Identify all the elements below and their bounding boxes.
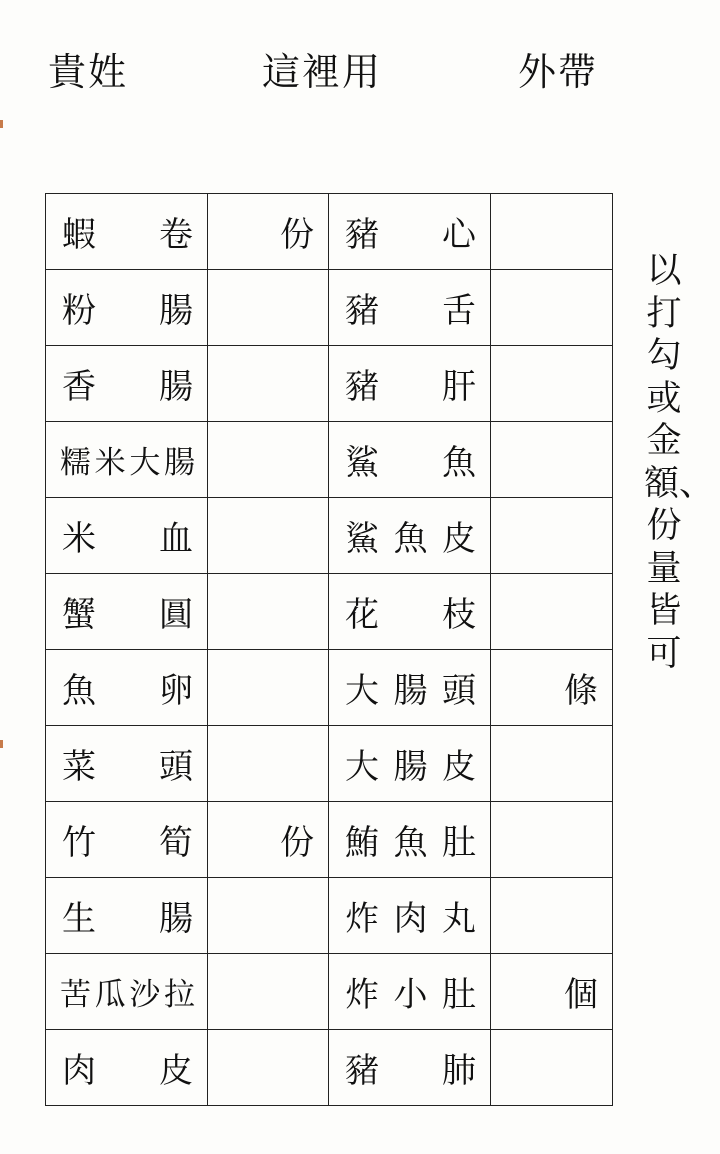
quantity-cell[interactable] [208, 726, 329, 802]
menu-item-name: 豬 肝 [329, 346, 491, 422]
table-row [46, 650, 613, 726]
menu-item-name: 豬 心 [329, 194, 491, 270]
quantity-cell[interactable] [491, 498, 613, 574]
quantity-cell[interactable] [491, 422, 613, 498]
edge-mark [0, 120, 3, 128]
menu-item-name: 竹 筍 [46, 802, 208, 878]
quantity-cell[interactable] [208, 270, 329, 346]
quantity-cell[interactable] [208, 346, 329, 422]
menu-item-name: 大腸頭 [329, 650, 491, 726]
quantity-cell[interactable] [491, 802, 613, 878]
table-row [46, 954, 613, 1030]
quantity-cell[interactable]: 條 [491, 650, 613, 726]
quantity-cell[interactable] [491, 574, 613, 650]
menu-item-name: 肉 皮 [46, 1030, 208, 1106]
menu-item-name: 炸肉丸 [329, 878, 491, 954]
quantity-cell[interactable] [491, 878, 613, 954]
quantity-cell[interactable] [208, 498, 329, 574]
menu-item-name: 鮪魚肚 [329, 802, 491, 878]
quantity-cell[interactable]: 份 [208, 802, 329, 878]
dine-in-label: 這裡用 [262, 50, 383, 94]
table-row [46, 726, 613, 802]
table-row [46, 802, 613, 878]
quantity-cell[interactable] [491, 270, 613, 346]
menu-item-name: 鯊 魚 [329, 422, 491, 498]
edge-mark [0, 740, 3, 748]
menu-item-name: 炸小肚 [329, 954, 491, 1030]
menu-item-name: 苦瓜沙拉 [46, 954, 208, 1030]
menu-item-name: 糯米大腸 [46, 422, 208, 498]
customer-name-label: 貴姓 [48, 50, 129, 94]
menu-item-name: 魚 卵 [46, 650, 208, 726]
takeout-label: 外帶 [518, 50, 599, 94]
quantity-cell[interactable] [208, 422, 329, 498]
menu-item-name: 大腸皮 [329, 726, 491, 802]
table-row [46, 498, 613, 574]
menu-item-name: 花 枝 [329, 574, 491, 650]
menu-item-name: 蟹 圓 [46, 574, 208, 650]
menu-item-name: 米 血 [46, 498, 208, 574]
table-row [46, 878, 613, 954]
quantity-cell[interactable]: 個 [491, 954, 613, 1030]
table-row [46, 422, 613, 498]
quantity-cell[interactable] [491, 194, 613, 270]
quantity-cell[interactable] [491, 726, 613, 802]
menu-item-name: 豬 舌 [329, 270, 491, 346]
quantity-cell[interactable] [208, 574, 329, 650]
quantity-cell[interactable]: 份 [208, 194, 329, 270]
quantity-cell[interactable] [491, 1030, 613, 1106]
side-note: 以打勾或金額、份量皆可 [644, 251, 715, 674]
quantity-cell[interactable] [208, 954, 329, 1030]
quantity-cell[interactable] [208, 650, 329, 726]
table-row [46, 1030, 613, 1106]
quantity-cell[interactable] [491, 346, 613, 422]
order-table-body [46, 194, 613, 1106]
menu-item-name: 香 腸 [46, 346, 208, 422]
table-row [46, 194, 613, 270]
menu-item-name: 菜 頭 [46, 726, 208, 802]
quantity-cell[interactable] [208, 878, 329, 954]
menu-item-name: 粉 腸 [46, 270, 208, 346]
menu-item-name: 生 腸 [46, 878, 208, 954]
menu-item-name: 蝦 卷 [46, 194, 208, 270]
menu-item-name: 鯊魚皮 [329, 498, 491, 574]
table-row [46, 270, 613, 346]
table-row [46, 574, 613, 650]
order-table [45, 193, 613, 1106]
table-row [46, 346, 613, 422]
quantity-cell[interactable] [208, 1030, 329, 1106]
menu-item-name: 豬 肺 [329, 1030, 491, 1106]
